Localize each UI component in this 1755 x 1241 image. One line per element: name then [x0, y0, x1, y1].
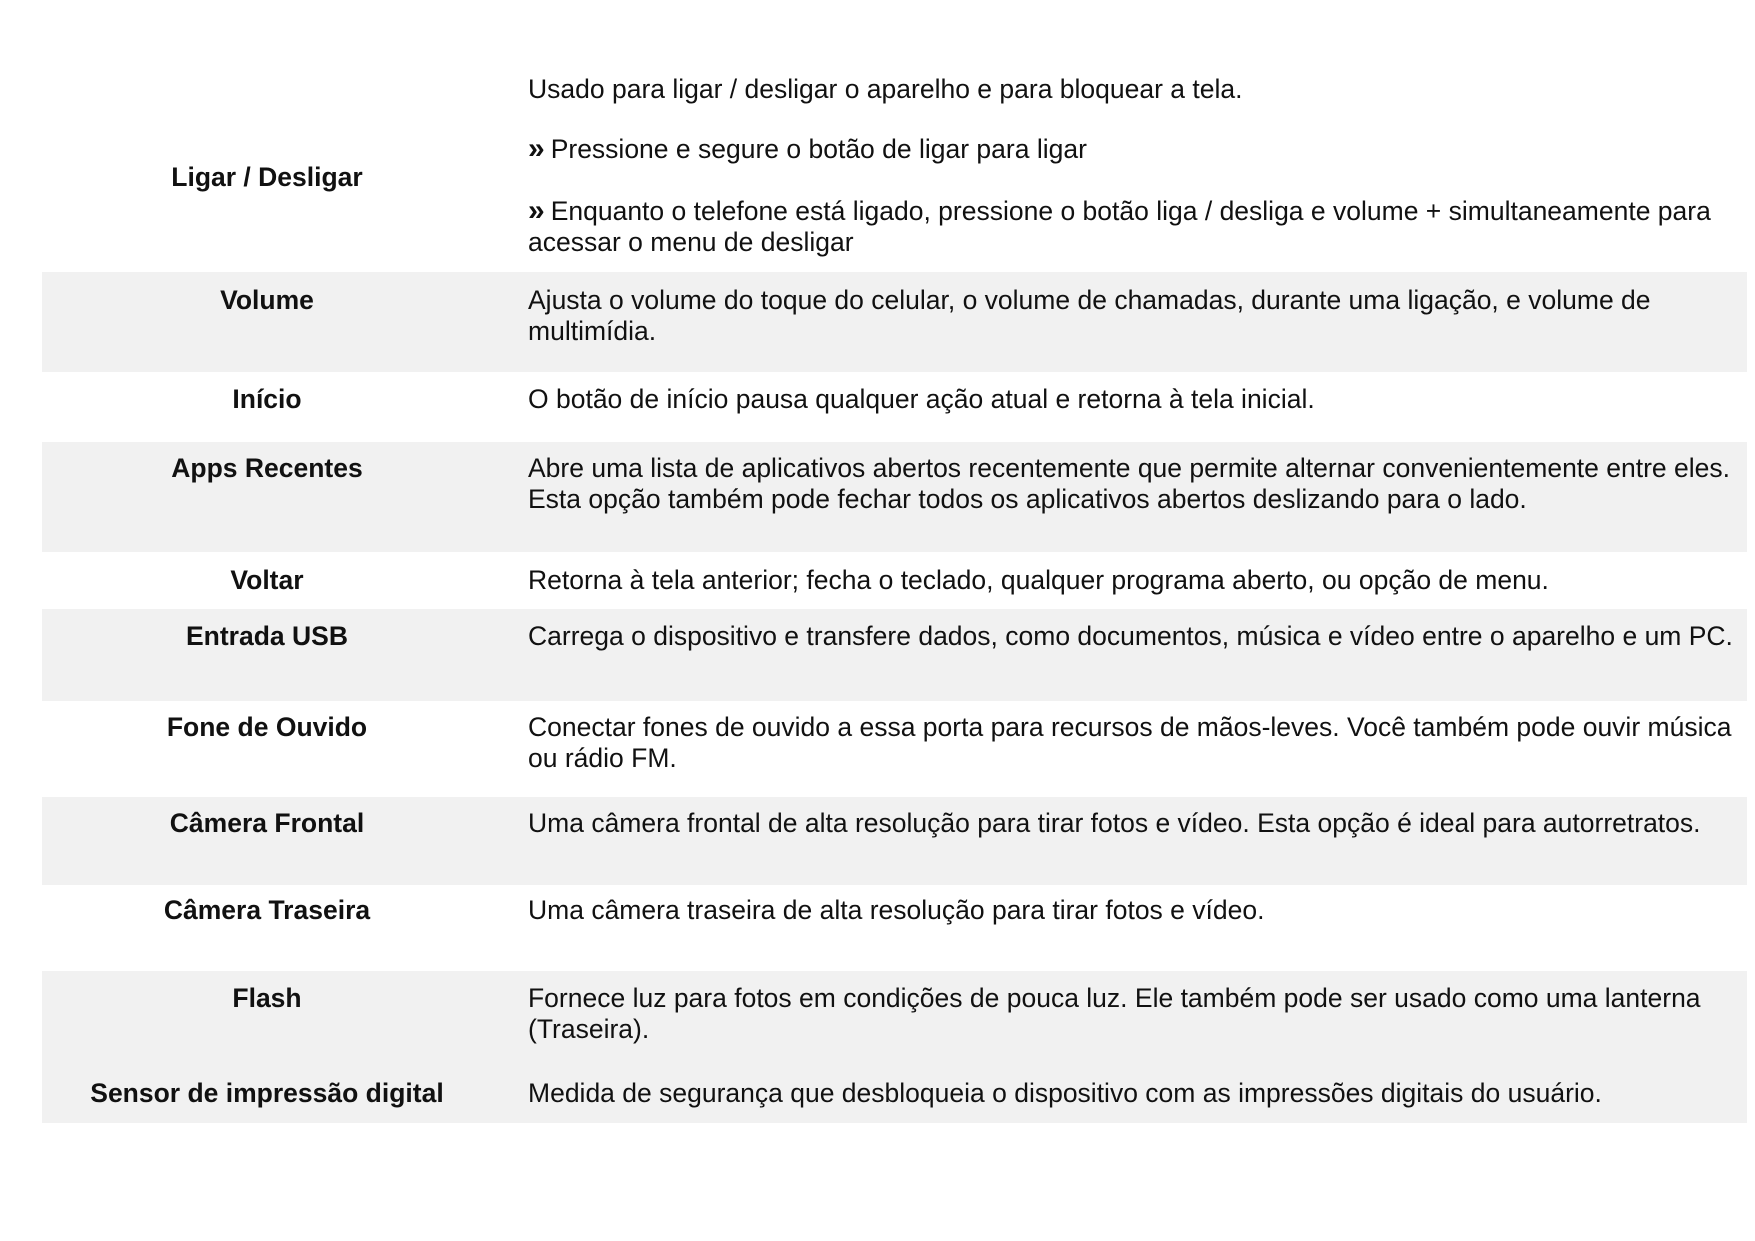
power-bullet-1: » Pressione e segure o botão de ligar para ligar [528, 132, 1087, 165]
power-bullet-2: » Enquanto o telefone está ligado, pressione o botão liga / desliga e volume + simultaneamente para acessar o menu de desligar [528, 194, 1711, 257]
feature-description: Uma câmera traseira de alta resolução para tirar fotos e vídeo. [528, 895, 1265, 925]
feature-description: Abre uma lista de aplicativos abertos recentemente que permite alternar convenientemente entre eles. Esta opção também pode fechar todos os aplicativos abertos deslizando para o lado. [528, 453, 1731, 514]
feature-name: Apps Recentes [171, 453, 363, 483]
feature-description: Uma câmera frontal de alta resolução para tirar fotos e vídeo. Esta opção é ideal para autorretratos. [528, 808, 1701, 838]
table-row-front-camera [42, 797, 1747, 885]
chevron-right-double-icon: » [528, 132, 545, 165]
feature-name: Fone de Ouvido [166, 712, 368, 742]
table-row-recent-apps [42, 442, 1747, 552]
feature-description: Retorna à tela anterior; fecha o teclado, qualquer programa aberto, ou opção de menu. [528, 565, 1549, 595]
table-row-headphones [42, 701, 1747, 797]
features-table [42, 62, 1747, 1123]
feature-name: Flash [232, 983, 302, 1013]
feature-description: Carrega o dispositivo e transfere dados, como documentos, música e vídeo entre o aparelho e um PC. [528, 621, 1733, 651]
feature-name: Início [232, 384, 302, 414]
feature-name: Ligar / Desligar [171, 162, 363, 192]
feature-description: Fornece luz para fotos em condições de pouca luz. Ele também pode ser usado como uma lanterna (Traseira). [528, 983, 1701, 1044]
feature-name: Câmera Traseira [163, 895, 371, 925]
table-row-usb [42, 609, 1747, 701]
chevron-right-double-icon: » [528, 194, 545, 227]
feature-name: Volume [220, 285, 314, 315]
table-row-power [42, 62, 1747, 272]
feature-name: Voltar [230, 565, 304, 595]
table-row-fingerprint [42, 1065, 1747, 1123]
feature-description [528, 74, 1738, 258]
feature-name: Entrada USB [186, 621, 348, 651]
feature-description: Medida de segurança que desbloqueia o dispositivo com as impressões digitais do usuário. [528, 1078, 1602, 1108]
power-intro: Usado para ligar / desligar o aparelho e para bloquear a tela. [528, 74, 1243, 104]
table-row-flash [42, 971, 1747, 1065]
table-row-back [42, 552, 1747, 609]
feature-description: Ajusta o volume do toque do celular, o volume de chamadas, durante uma ligação, e volume de multimídia. [528, 285, 1651, 346]
feature-description: Conectar fones de ouvido a essa porta para recursos de mãos-leves. Você também pode ouvir música ou rádio FM. [528, 712, 1732, 773]
table-row-rear-camera [42, 885, 1747, 971]
table-row-volume [42, 272, 1747, 372]
table-row-home [42, 372, 1747, 442]
feature-description: O botão de início pausa qualquer ação atual e retorna à tela inicial. [528, 384, 1315, 414]
feature-name: Sensor de impressão digital [90, 1078, 444, 1108]
feature-name: Câmera Frontal [169, 808, 365, 838]
